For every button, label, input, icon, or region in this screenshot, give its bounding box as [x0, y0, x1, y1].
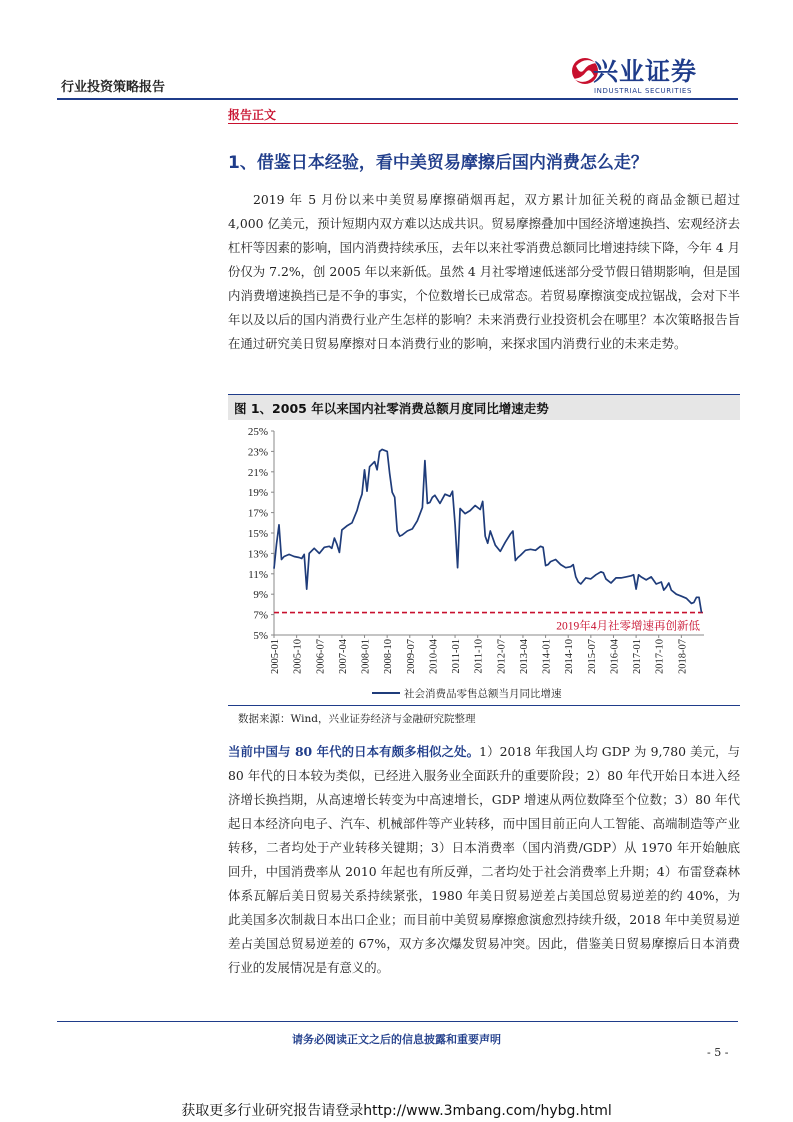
x-tick-label: 2012-07	[496, 639, 508, 674]
x-tick-label: 2011-10	[473, 639, 485, 674]
x-tick-label: 2008-01	[360, 639, 372, 674]
y-tick-label: 15%	[247, 528, 268, 540]
y-tick-label: 9%	[253, 589, 268, 602]
brand-english-name: INDUSTRIAL SECURITIES	[594, 87, 692, 95]
x-tick-label: 2013-04	[518, 639, 530, 674]
x-tick-label: 2016-04	[609, 639, 621, 674]
comparison-paragraph	[228, 740, 740, 980]
y-tick-label: 21%	[247, 466, 268, 479]
legend-label: 社会消费品零售总额当月同比增速	[404, 689, 562, 700]
retail-sales-growth-chart	[228, 420, 740, 705]
chart-annotation: 2019年4月社零增速再创新低	[556, 620, 700, 633]
figure-source: 数据来源：Wind，兴业证券经济与金融研究院整理	[238, 713, 476, 725]
x-tick-label: 2007-04	[337, 639, 349, 674]
y-tick-label: 23%	[247, 446, 268, 459]
x-tick-label: 2005-01	[270, 639, 281, 674]
brand-name: 兴业证券	[593, 57, 698, 86]
y-tick-label: 19%	[247, 487, 268, 500]
section-tag: 报告正文	[228, 108, 277, 122]
y-tick-label: 25%	[247, 426, 268, 438]
section-divider	[228, 123, 738, 124]
x-tick-label: 2014-01	[541, 639, 553, 674]
x-tick-label: 2009-07	[405, 639, 417, 674]
intro-paragraph: 2019 年 5 月份以来中美贸易摩擦硝烟再起，双方累计加征关税的商品金额已超过 4,000 亿美元，预计短期内双方难以达成共识。贸易摩擦叠加中国经济增速换挡、宏观经济去杠杆等因素的影响，国内消费持续承压，去年以来社零消费总额同比增速持续下降，今年 4 月份仅为 7.2%，创 2005 年以来新低。虽然 4 月社零增速低迷部分受节假日错期影响，但是国内消费增速换挡已是不争的事实，个位数增长已成常态。若贸易摩擦演变成拉锯战，会对下半年以及以后的国内消费行业产生怎样的影响？未来消费行业投资机会在哪里？本次策略报告旨在通过研究美日贸易摩擦对日本消费行业的影响，来探求国内消费行业的未来走势。	[228, 192, 740, 351]
section-heading: 1、借鉴日本经验，看中美贸易摩擦后国内消费怎么走？	[228, 153, 648, 173]
y-tick-label: 11%	[248, 568, 268, 581]
figure-bottom-divider	[228, 705, 740, 706]
y-tick-label: 17%	[247, 507, 268, 520]
page-number: - 5 -	[707, 1046, 729, 1059]
header-divider	[57, 98, 738, 100]
report-type-title: 行业投资策略报告	[61, 80, 166, 95]
x-tick-label: 2015-07	[586, 639, 598, 674]
x-tick-label: 2006-07	[315, 639, 327, 674]
x-tick-label: 2005-10	[292, 639, 304, 674]
x-tick-label: 2017-10	[654, 639, 666, 674]
footer-divider	[57, 1021, 738, 1022]
promo-link-text[interactable]: 获取更多行业研究报告请登录http://www.3mbang.com/hybg.html	[181, 1103, 612, 1119]
x-tick-label: 2010-04	[428, 639, 440, 674]
disclaimer-note: 请务必阅读正文之后的信息披露和重要声明	[292, 1033, 501, 1046]
y-tick-label: 5%	[253, 630, 268, 642]
x-tick-label: 2018-07	[677, 639, 689, 674]
x-tick-label: 2008-10	[383, 639, 395, 674]
x-tick-label: 2017-01	[632, 639, 644, 674]
figure-title: 图 1、2005 年以来国内社零消费总额月度同比增速走势	[234, 401, 549, 416]
y-tick-label: 7%	[253, 609, 268, 622]
comparison-lead: 当前中国与 80 年代的日本有颇多相似之处。	[228, 744, 480, 759]
x-tick-label: 2011-01	[451, 639, 463, 674]
x-tick-label: 2014-10	[564, 639, 576, 674]
series-line-retail-growth	[274, 449, 702, 612]
y-tick-label: 13%	[247, 548, 268, 561]
comparison-body: 1）2018 年我国人均 GDP 为 9,780 美元，与 80 年代的日本较为类似，已经进入服务业全面跃升的重要阶段；2）80 年代开始日本进入经济增长换挡期，从高速增长转变为中高速增长，GDP 增速从两位数降至个位数；3）80 年代起日本经济向电子、汽车、机械部件等产业转移，而中国目前正向人工智能、高端制造等产业转移，二者均处于产业转移关键期；3）日本消费率（国内消费/GDP）从 1970 年开始触底回升，中国消费率从 2010 年起也有所反弹，二者均处于社会消费率上升期；4）布雷登森林体系瓦解后美日贸易关系持续紧张，1980 年美日贸易逆差占美国总贸易逆差的约 40%，为此美国多次制裁日本出口企业；而目前中美贸易摩擦愈演愈烈持续升级，2018 年中美贸易逆差占美国总贸易逆差的 67%，双方多次爆发贸易冲突。因此，借鉴美日贸易摩擦后日本消费行业的发展情况是有意义的。	[228, 744, 740, 975]
